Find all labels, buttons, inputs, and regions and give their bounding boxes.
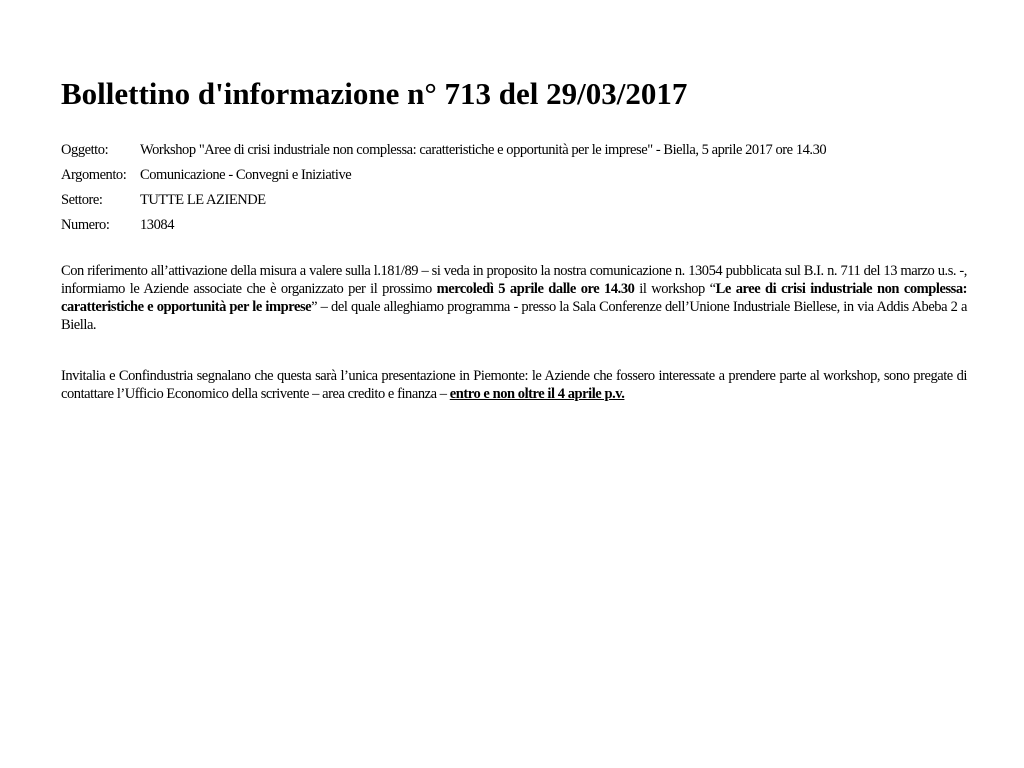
number-value: 13084 [140, 217, 175, 233]
sector-label: Settore: [61, 192, 103, 208]
number-row [61, 213, 826, 238]
paragraph-1-text: Con riferimento all’attivazione della misura a valere sulla l.181/89 – si veda in proposito la nostra comunicazione n. 13054 pubblicata sul B.I. n. 711 del 13 marzo u.s. -, informiamo le Aziende associate che è organizzato per il prossimo [61, 263, 967, 297]
sector-value: TUTTE LE AZIENDE [140, 192, 266, 208]
paragraph-1-text-continued: il workshop “ [634, 281, 716, 297]
metadata-block [61, 138, 826, 238]
topic-label: Argomento: [61, 167, 127, 183]
event-date-emphasis: mercoledì 5 aprile dalle ore 14.30 [436, 281, 635, 297]
topic-value: Comunicazione - Convegni e Iniziative [140, 167, 352, 183]
subject-value: Workshop "Aree di crisi industriale non complessa: caratteristiche e opportunità per le imprese" - Biella, 5 aprile 2017 ore 14.30 [140, 142, 827, 158]
subject-label: Oggetto: [61, 142, 109, 158]
body-paragraph-2 [61, 367, 967, 403]
subject-row [61, 138, 826, 163]
topic-row [61, 163, 826, 188]
paragraph-1-text-end: ” – del quale alleghiamo programma - presso la Sala Conferenze dell’Unione Industriale Biellese, in via Addis Abeba 2 a Biella. [61, 299, 967, 333]
workshop-title-emphasis: Le aree di crisi industriale non complessa: caratteristiche e opportunità per le imprese [61, 281, 968, 315]
sector-row [61, 188, 826, 213]
number-label: Numero: [61, 217, 110, 233]
bulletin-title: Bollettino d'informazione n° 713 del 29/03/2017 [61, 76, 688, 111]
deadline-emphasis: entro e non oltre il 4 aprile p.v. [449, 386, 625, 402]
body-paragraph-1 [61, 262, 967, 334]
paragraph-2-text: Invitalia e Confindustria segnalano che questa sarà l’unica presentazione in Piemonte: le Aziende che fossero interessate a prendere parte al workshop, sono pregate di contattare l’Ufficio Economico della scrivente – area credito e finanza – [61, 368, 967, 402]
